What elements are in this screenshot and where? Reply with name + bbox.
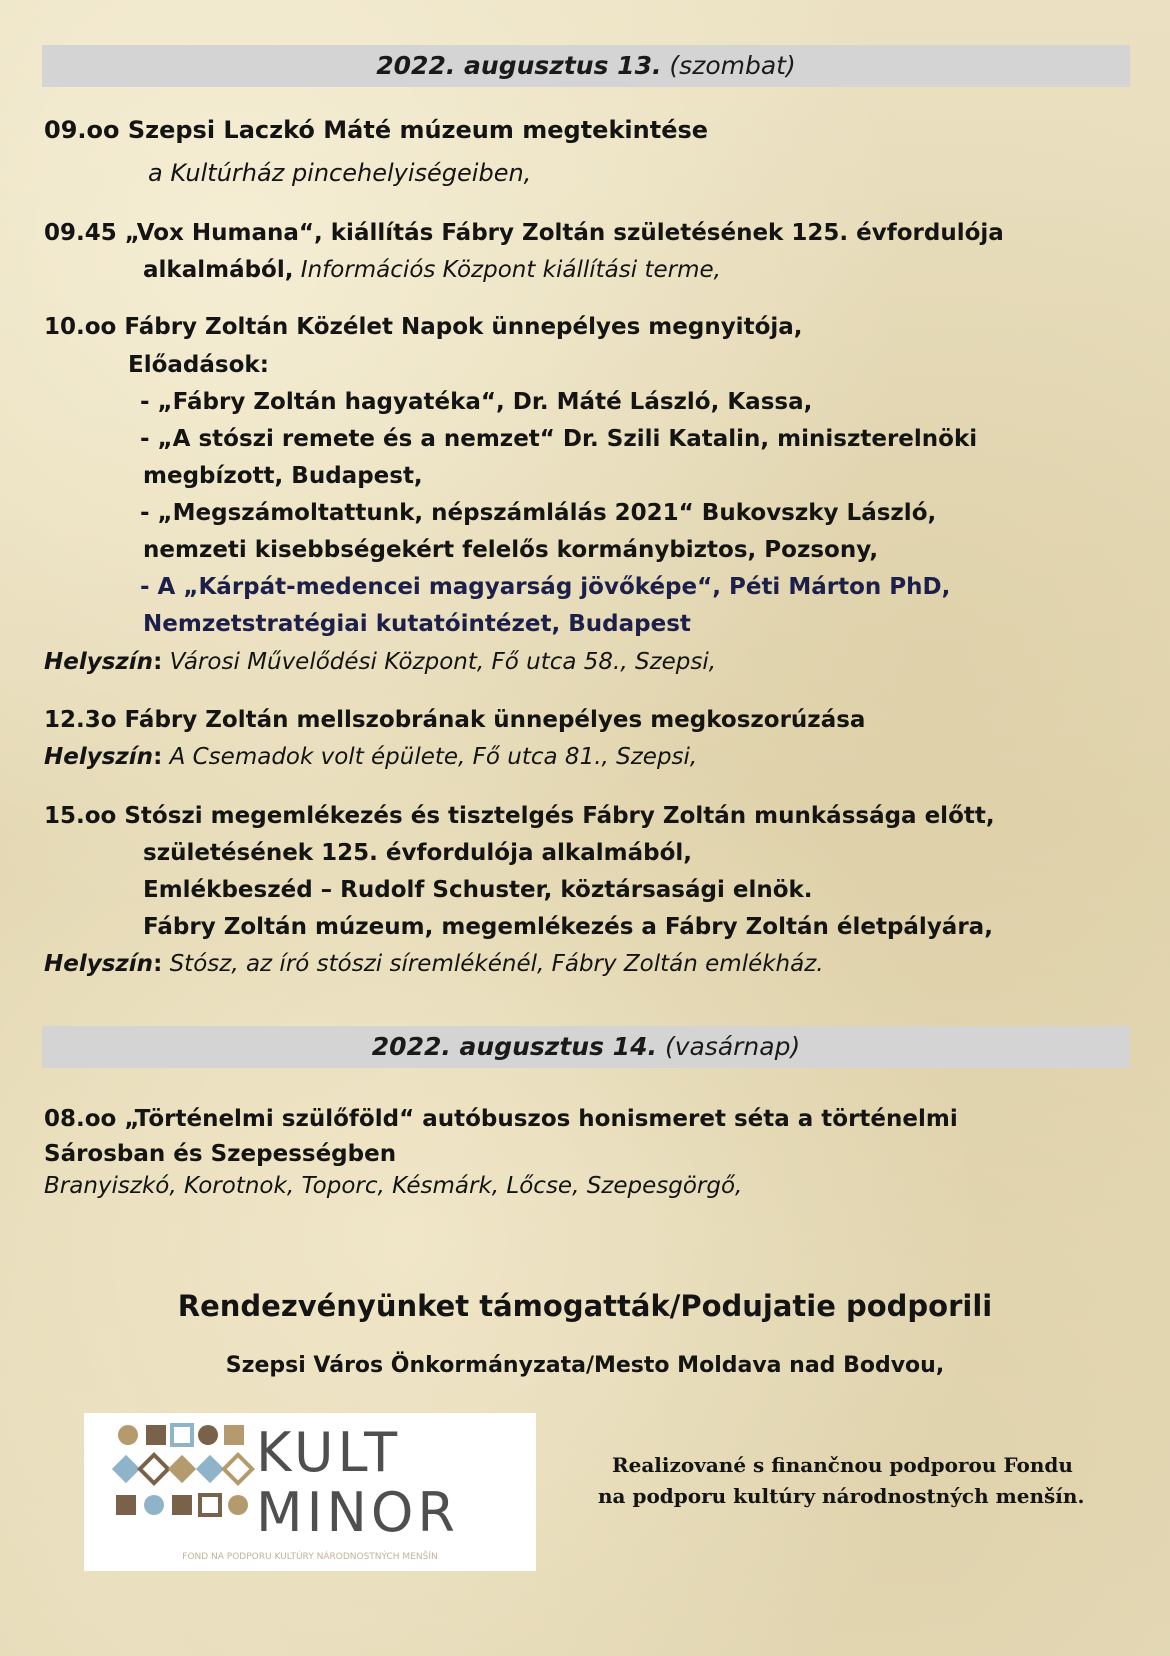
event-1500-line: Emlékbeszéd – Rudolf Schuster, köztársasági elnök. xyxy=(143,877,813,903)
event-1500-venue: Helyszín: Stósz, az író stószi síremlékénél, Fábry Zoltán emlékház. xyxy=(44,951,824,977)
sponsor-municipality: Szepsi Város Önkormányzata/Mesto Moldava nad Bodvou, xyxy=(225,1353,945,1378)
venue-label: Helyszín xyxy=(44,744,154,770)
event-1230-title: 12.3o Fábry Zoltán mellszobrának ünnepélyes megkoszorúzása xyxy=(44,707,866,733)
date-day1: 2022. augusztus 13. xyxy=(376,51,662,80)
date-day2: 2022. augusztus 14. xyxy=(371,1032,657,1061)
event-1500-line: születésének 125. évfordulója alkalmából, xyxy=(143,840,693,866)
event-0945-location: Információs Központ kiállítási terme, xyxy=(300,257,721,283)
weekday-day2: (vasárnap) xyxy=(664,1032,801,1061)
venue-label: Helyszín xyxy=(44,951,154,977)
date-header-day1 xyxy=(42,45,1130,87)
event-0945-title: 09.45 „Vox Humana“, kiállítás Fábry Zoltán születésének 125. évfordulója xyxy=(44,220,1004,246)
event-0900-location: a Kultúrház pincehelyiségeiben, xyxy=(148,159,532,187)
weekday-day1: (szombat) xyxy=(669,51,796,80)
lecture-item: - „A stószi remete és a nemzet“ Dr. Szili Katalin, miniszterelnöki xyxy=(140,426,978,452)
event-0900-title: 09.oo Szepsi Laczkó Máté múzeum megtekintése xyxy=(44,116,709,144)
venue-label: Helyszín xyxy=(44,649,154,675)
event-1000-title: 10.oo Fábry Zoltán Közélet Napok ünnepélyes megnyitója, xyxy=(44,314,803,340)
event-1000-venue: Helyszín: Városi Művelődési Központ, Fő utca 58., Szepsi, xyxy=(44,649,717,675)
event-1500-line: Fábry Zoltán múzeum, megemlékezés a Fábry Zoltán életpályára, xyxy=(143,914,993,940)
lecture-item: - „Fábry Zoltán hagyatéka“, Dr. Máté László, Kassa, xyxy=(140,389,813,415)
kult-minor-logo xyxy=(84,1413,536,1571)
lecture-item-cont: megbízott, Budapest, xyxy=(143,463,423,489)
lectures-heading: Előadások: xyxy=(128,352,269,378)
event-1500-title: 15.oo Stószi megemlékezés és tisztelgés Fábry Zoltán munkássága előtt, xyxy=(44,803,995,829)
fund-note-line1: Realizované s finančnou podporou Fondu xyxy=(612,1453,1073,1477)
lecture-item-cont: Nemzetstratégiai kutatóintézet, Budapest xyxy=(143,611,691,637)
logo-tagline: FOND NA PODPORU KULTÚRY NÁRODNOSTNÝCH MENŠÍN xyxy=(182,1552,438,1562)
venue-text: Stósz, az író stószi síremlékénél, Fábry Zoltán emlékház. xyxy=(169,951,824,977)
date-header-day2 xyxy=(42,1026,1130,1068)
lecture-item: - „Megszámoltattunk, népszámlálás 2021“ Bukovszky László, xyxy=(140,500,937,526)
fund-note-line2: na podporu kultúry národnostných menšín. xyxy=(598,1484,1085,1508)
lecture-item: - A „Kárpát-medencei magyarság jövőképe“, Péti Márton PhD, xyxy=(140,574,951,600)
event-0800-stops: Branyiszkó, Korotnok, Toporc, Késmárk, Lőcse, Szepesgörgő, xyxy=(44,1173,743,1199)
event-1230-venue: Helyszín: A Csemadok volt épülete, Fő utca 81., Szepsi, xyxy=(44,744,698,770)
venue-text: Városi Művelődési Központ, Fő utca 58., Szepsi, xyxy=(169,649,717,675)
event-0945-detail xyxy=(143,255,721,285)
kult-minor-mark-icon xyxy=(84,1413,536,1571)
logo-word-kult: KULT xyxy=(256,1421,402,1484)
event-0945-occasion: alkalmából, xyxy=(143,257,294,283)
lecture-item-cont: nemzeti kisebbségekért felelős kormánybiztos, Pozsony, xyxy=(143,537,879,563)
logo-word-minor: MINOR xyxy=(256,1481,459,1544)
event-0800-title-cont: Sárosban és Szepességben xyxy=(44,1141,397,1167)
sponsors-title: Rendezvényünket támogatták/Podujatie podporili xyxy=(177,1289,993,1323)
venue-text: A Csemadok volt épülete, Fő utca 81., Szepsi, xyxy=(169,744,698,770)
event-0800-title: 08.oo „Történelmi szülőföld“ autóbuszos honismeret séta a történelmi xyxy=(44,1106,958,1132)
